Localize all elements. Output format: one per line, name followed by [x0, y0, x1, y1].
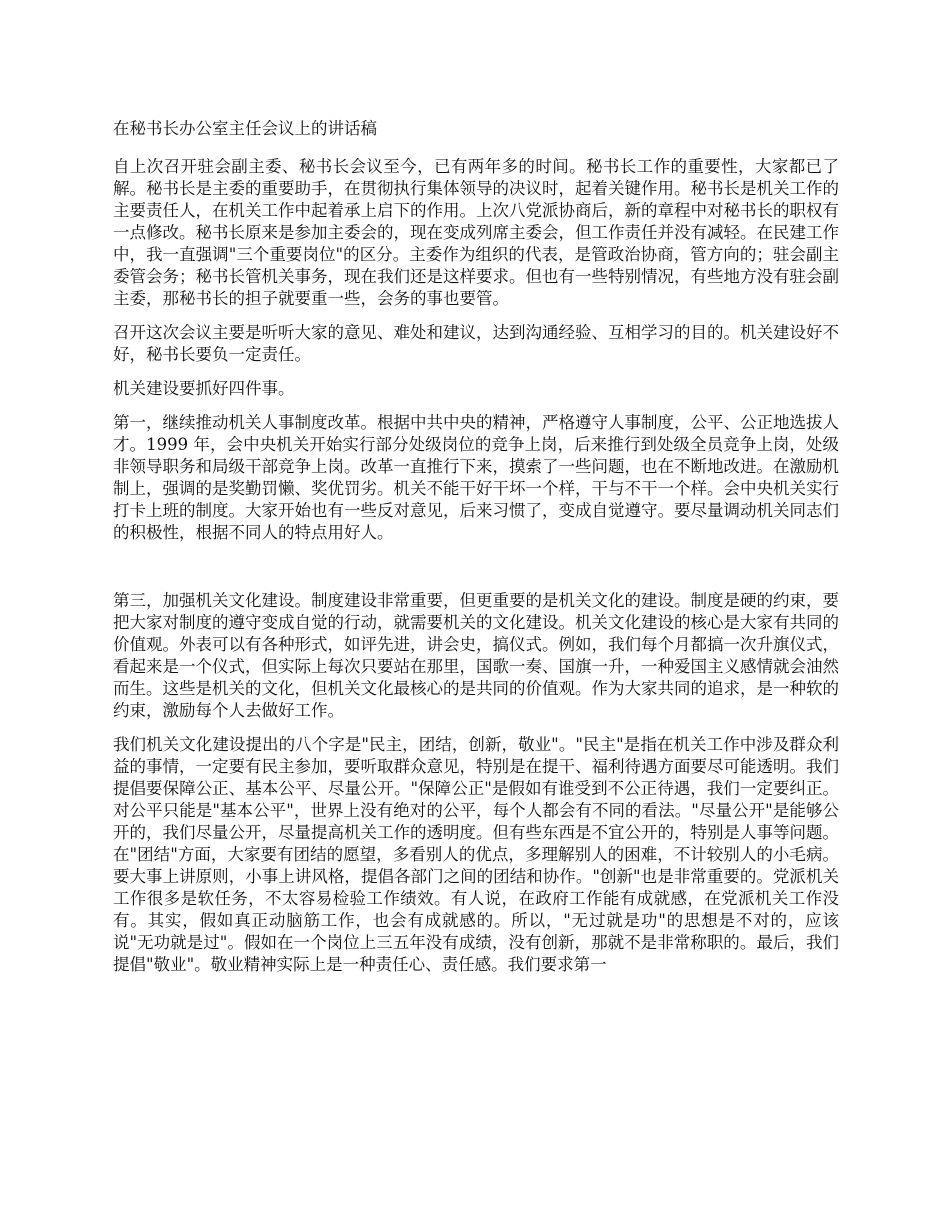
paragraph-third-task: 第三，加强机关文化建设。制度建设非常重要，但更重要的是机关文化的建设。制度是硬的约束，要把大家对制度的遵守变成自觉的行动，就需要机关的文化建设。机关文化建设的核心是大家有共同的价值观。外表可以有各种形式，如评先进，讲会史，搞仪式。例如，我们每个月都搞一次升旗仪式，看起来是一个仪式，但实际上每次只要站在那里，国歌一奏、国旗一升，一种爱国主义感情就会油然而生。这些是机关的文化，但机关文化最核心的是共同的价值观。作为大家共同的追求，是一种软的约束，激励每个人去做好工作。	[113, 591, 839, 720]
paragraph-first-task: 第一，继续推动机关人事制度改革。根据中共中央的精神，严格遵守人事制度，公平、公正地选拔人才。1999 年，会中央机关开始实行部分处级岗位的竞争上岗，后来推行到处级全员竞争上岗，处级非领导职务和局级干部竞争上岗。改革一直推行下来，摸索了一些问题，也在不断地改进。在激励机制上，强调的是奖勤罚懒、奖优罚劣。机关不能干好干坏一个样，干与不干一个样。会中央机关实行打卡上班的制度。大家开始也有一些反对意见，后来习惯了，变成自觉遵守。要尽量调动机关同志们的积极性，根据不同人的特点用好人。	[113, 413, 839, 542]
document-title: 在秘书长办公室主任会议上的讲话稿	[113, 119, 377, 138]
paragraph-meeting-purpose: 召开这次会议主要是听听大家的意见、难处和建议，达到沟通经验、互相学习的目的。机关建设好不好，秘书长要负一定责任。	[113, 323, 839, 364]
paragraph-four-tasks: 机关建设要抓好四件事。	[113, 379, 295, 398]
paragraph-intro: 自上次召开驻会副主委、秘书长会议至今，已有两年多的时间。秘书长工作的重要性，大家都已了解。秘书长是主委的重要助手，在贯彻执行集体领导的决议时，起着关键作用。秘书长是机关工作的主要责任人，在机关工作中起着承上启下的作用。上次八党派协商后，新的章程中对秘书长的职权有一点修改。秘书长原来是参加主委会的，现在变成列席主委会，但工作责任并没有减轻。在民建工作中，我一直强调"三个重要岗位"的区分。主委作为组织的代表，是管政治协商，管方向的；驻会副主委管会务；秘书长管机关事务，现在我们还是这样要求。但也有一些特别情况，有些地方没有驻会副主委，那秘书长的担子就要重一些，会务的事也要管。	[113, 157, 839, 308]
paragraph-culture-values: 我们机关文化建设提出的八个字是"民主，团结，创新，敬业"。"民主"是指在机关工作中涉及群众利益的事情，一定要有民主参加，要听取群众意见，特别是在提干、福利待遇方面要尽可能透明。我们提倡要保障公正、基本公平、尽量公开。"保障公正"是假如有谁受到不公正待遇，我们一定要纠正。对公平只能是"基本公平"，世界上没有绝对的公平，每个人都会有不同的看法。"尽量公开"是能够公开的，我们尽量公开，尽量提高机关工作的透明度。但有些东西是不宜公开的，特别是人事等问题。在"团结"方面，大家要有团结的愿望，多看别人的优点，多理解别人的困难，不计较别人的小毛病。要大事上讲原则，小事上讲风格，提倡各部门之间的团结和协作。"创新"也是非常重要的。党派机关工作很多是软任务，不太容易检验工作绩效。有人说，在政府工作能有成就感，在党派机关工作没有。其实，假如真正动脑筋工作，也会有成就感的。所以，"无过就是功"的思想是不对的，应该说"无功就是过"。假如在一个岗位上三五年没有成绩，没有创新，那就不是非常称职的。最后，我们提倡"敬业"。敬业精神实际上是一种责任心、责任感。我们要求第一	[113, 735, 839, 974]
document-page	[113, 118, 839, 988]
